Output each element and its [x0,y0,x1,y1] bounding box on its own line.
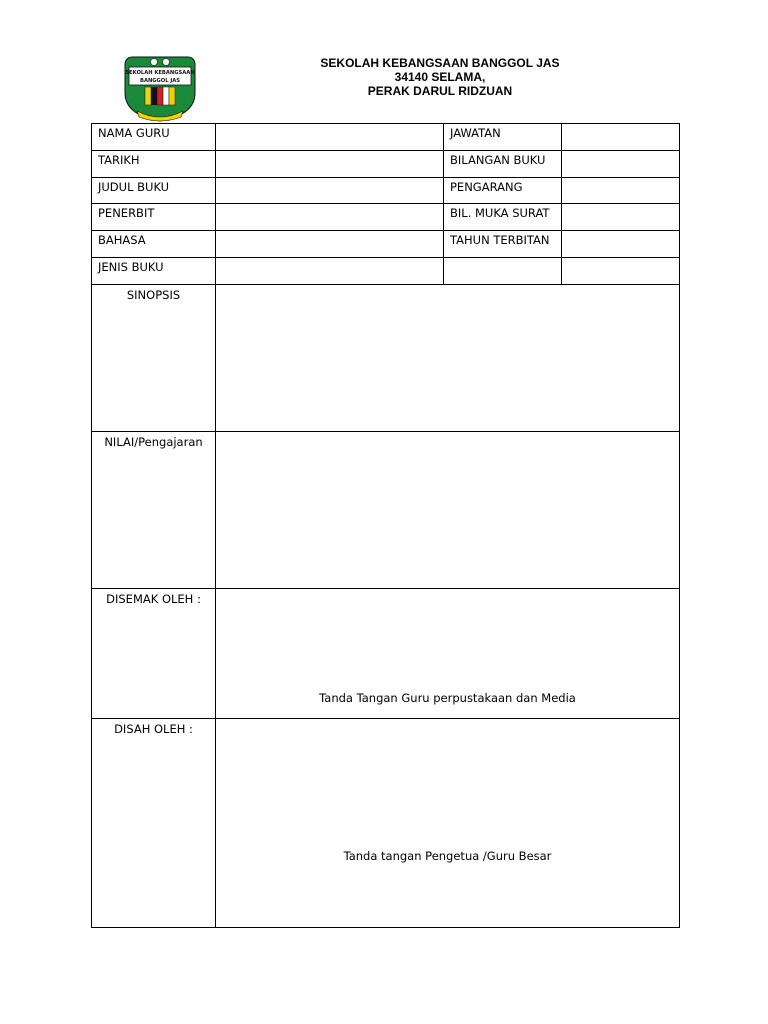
disemak-signature-caption: Tanda Tangan Guru perpustakaan dan Media [319,691,576,705]
form-row [92,124,680,151]
book-review-form [91,123,680,928]
form-row [92,178,680,204]
field-jenis-buku[interactable] [216,258,444,285]
sinopsis-row [92,285,680,432]
label-disah-oleh: DISAH OLEH : [92,719,216,928]
label-bahasa: BAHASA [92,231,216,258]
school-state: PERAK DARUL RIDZUAN [367,84,513,98]
field-tahun-terbitan[interactable] [562,231,680,258]
form-row [92,258,680,285]
label-empty [444,258,562,285]
label-jawatan: JAWATAN [444,124,562,151]
disah-row [92,719,680,928]
field-disemak-signature[interactable] [216,589,680,719]
field-judul-buku[interactable] [216,178,444,204]
label-nama-guru: NAMA GURU [92,124,216,151]
label-disemak-oleh: DISEMAK OLEH : [92,589,216,719]
school-postcode-town: 34140 SELAMA, [394,70,486,84]
field-disah-signature[interactable] [216,719,680,928]
field-bahasa[interactable] [216,231,444,258]
field-jawatan[interactable] [562,124,680,151]
label-judul-buku: JUDUL BUKU [92,178,216,204]
form-row [92,231,680,258]
field-penerbit[interactable] [216,204,444,231]
label-bilangan-buku: BILANGAN BUKU [444,151,562,178]
label-pengarang: PENGARANG [444,178,562,204]
field-bil-muka-surat[interactable] [562,204,680,231]
field-nama-guru[interactable] [216,124,444,151]
label-nilai-pengajaran: NILAI/Pengajaran [92,432,216,589]
form-row [92,151,680,178]
field-sinopsis[interactable] [216,285,680,432]
label-penerbit: PENERBIT [92,204,216,231]
label-sinopsis: SINOPSIS [92,285,216,432]
nilai-row [92,432,680,589]
disah-signature-caption: Tanda tangan Pengetua /Guru Besar [343,849,552,863]
label-tarikh: TARIKH [92,151,216,178]
field-pengarang[interactable] [562,178,680,204]
label-jenis-buku: JENIS BUKU [92,258,216,285]
field-empty[interactable] [562,258,680,285]
form-row [92,204,680,231]
label-tahun-terbitan: TAHUN TERBITAN [444,231,562,258]
field-bilangan-buku[interactable] [562,151,680,178]
label-bil-muka-surat: BIL. MUKA SURAT [444,204,562,231]
school-header [300,56,580,98]
logo-text-top: SEKOLAH KEBANGSAAN [125,70,195,76]
school-name: SEKOLAH KEBANGSAAN BANGGOL JAS [320,56,560,70]
field-nilai-pengajaran[interactable] [216,432,680,589]
school-logo [121,53,199,123]
disemak-row [92,589,680,719]
logo-text-mid: BANGGOL JAS [139,78,181,84]
field-tarikh[interactable] [216,151,444,178]
